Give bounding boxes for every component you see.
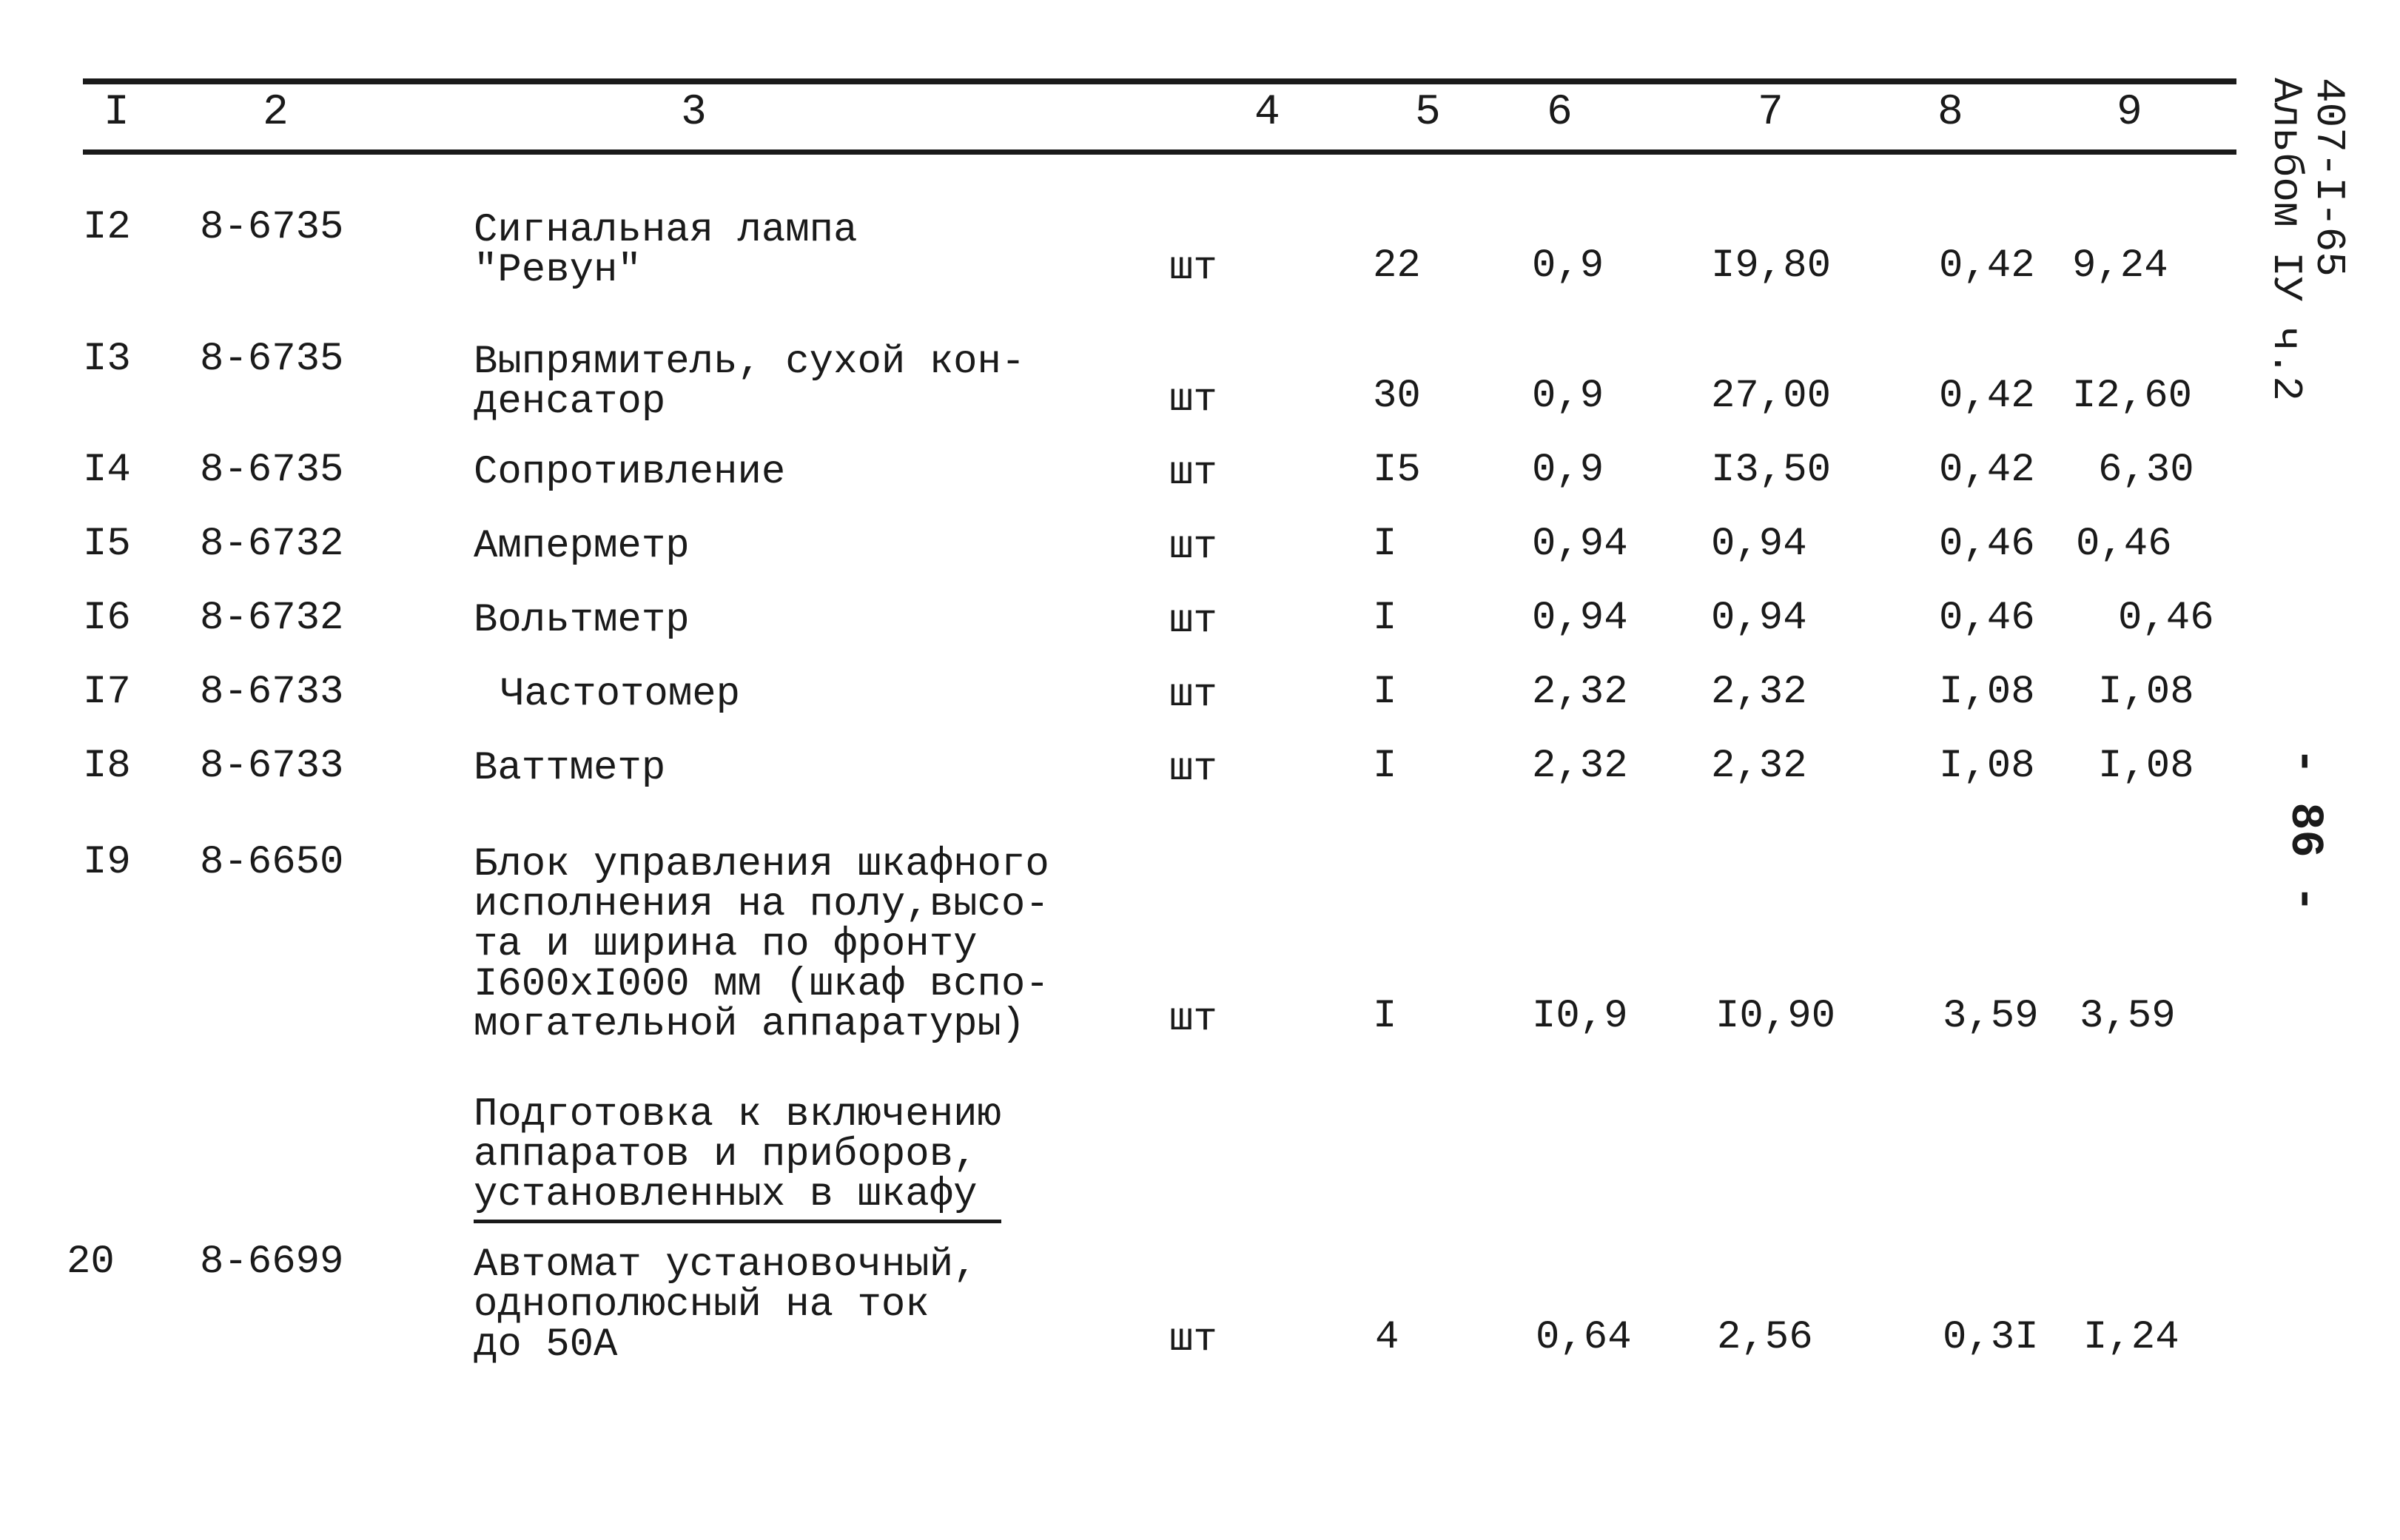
quantity: I: [1373, 670, 1397, 715]
col-9-value: I,24: [2083, 1315, 2179, 1360]
row-number: I6: [83, 596, 131, 641]
col-7-value: 2,56: [1717, 1315, 1813, 1360]
unit: шт: [1169, 673, 1217, 718]
header-col-7: 7: [1758, 89, 1784, 137]
price-code: 8-6735: [200, 337, 344, 382]
header-col-8: 8: [1937, 89, 1963, 137]
col-6-value: I0,9: [1532, 994, 1628, 1039]
unit: шт: [1169, 377, 1217, 423]
row-number: I7: [83, 670, 131, 715]
col-9-value: I2,60: [2072, 374, 2193, 419]
quantity: I: [1373, 522, 1397, 567]
header-col-5: 5: [1415, 89, 1441, 137]
col-8-value: I,08: [1939, 744, 2035, 789]
quantity: 22: [1373, 243, 1421, 289]
col-6-value: 2,32: [1532, 670, 1628, 715]
page-number: - 86 -: [2279, 747, 2331, 913]
price-code: 8-6733: [200, 744, 344, 789]
item-description: Частотомер: [500, 672, 741, 717]
price-code: 8-6735: [200, 205, 344, 250]
col-7-value: I0,90: [1715, 994, 1836, 1039]
col-7-value: 27,00: [1711, 374, 1832, 419]
col-6-value: 2,32: [1532, 744, 1628, 789]
col-7-value: I9,80: [1711, 243, 1832, 289]
item-description: Выпрямитель, сухой кон- денсатор: [474, 340, 1026, 425]
item-description: Ваттметр: [474, 746, 666, 791]
col-9-value: 0,46: [2118, 596, 2214, 641]
col-6-value: 0,9: [1532, 374, 1604, 419]
unit: шт: [1169, 525, 1217, 570]
col-7-value: 2,32: [1711, 744, 1807, 789]
table-header-rule: [83, 149, 2236, 155]
header-col-2: 2: [263, 89, 289, 137]
col-8-value: 0,46: [1939, 522, 2035, 567]
unit: шт: [1169, 997, 1217, 1042]
col-9-value: 6,30: [2098, 448, 2194, 493]
col-8-value: 0,3I: [1943, 1315, 2039, 1360]
header-col-9: 9: [2117, 89, 2142, 137]
col-8-value: 0,42: [1939, 448, 2035, 493]
col-8-value: 3,59: [1943, 994, 2039, 1039]
price-code: 8-6650: [200, 840, 344, 885]
item-description: Амперметр: [474, 524, 690, 569]
col-7-value: 0,94: [1711, 522, 1807, 567]
col-6-value: 0,64: [1536, 1315, 1632, 1360]
item-description: Сопротивление: [474, 450, 786, 495]
row-number: I9: [83, 840, 131, 885]
price-code: 8-6699: [200, 1240, 344, 1285]
header-col-4: 4: [1254, 89, 1280, 137]
unit: шт: [1169, 747, 1217, 792]
quantity: I5: [1373, 448, 1421, 493]
album-side-title: [2262, 78, 2353, 401]
section-heading: Подготовка к включению аппаратов и приборов, установленных в шкафу: [474, 1095, 1001, 1223]
col-9-value: 0,46: [2076, 522, 2172, 567]
album-code: 407-I-65: [2305, 78, 2353, 277]
unit: шт: [1169, 246, 1217, 291]
row-number: I5: [83, 522, 131, 567]
col-8-value: 0,42: [1939, 374, 2035, 419]
col-8-value: 0,46: [1939, 596, 2035, 641]
price-code: 8-6735: [200, 448, 344, 493]
col-7-value: I3,50: [1711, 448, 1832, 493]
col-8-value: 0,42: [1939, 243, 2035, 289]
col-6-value: 0,9: [1532, 243, 1604, 289]
quantity: I: [1373, 994, 1397, 1039]
header-col-3: 3: [681, 89, 707, 137]
row-number: I8: [83, 744, 131, 789]
unit: шт: [1169, 1317, 1217, 1362]
quantity: 30: [1373, 374, 1421, 419]
quantity: 4: [1375, 1315, 1399, 1360]
col-9-value: I,08: [2098, 744, 2194, 789]
col-6-value: 0,94: [1532, 522, 1628, 567]
item-description: Блок управления шкафного исполнения на полу,высо- та и ширина по фронту I600xI000 мм (шкаф вспо- могательной аппаратуры): [474, 842, 1049, 1047]
header-col-6: 6: [1547, 89, 1573, 137]
col-6-value: 0,94: [1532, 596, 1628, 641]
row-number: 20: [67, 1240, 115, 1285]
table-top-rule: [83, 78, 2236, 84]
header-col-1: I: [104, 89, 130, 137]
col-9-value: 3,59: [2080, 994, 2176, 1039]
item-description: Сигнальная лампа "Ревун": [474, 208, 858, 293]
price-code: 8-6732: [200, 522, 344, 567]
album-volume: Альбом IУ ч.2: [2262, 78, 2310, 401]
item-description: Вольтметр: [474, 598, 690, 643]
unit: шт: [1169, 599, 1217, 644]
col-7-value: 0,94: [1711, 596, 1807, 641]
col-7-value: 2,32: [1711, 670, 1807, 715]
row-number: I3: [83, 337, 131, 382]
col-8-value: I,08: [1939, 670, 2035, 715]
price-code: 8-6732: [200, 596, 344, 641]
row-number: I2: [83, 205, 131, 250]
unit: шт: [1169, 451, 1217, 496]
col-6-value: 0,9: [1532, 448, 1604, 493]
quantity: I: [1373, 744, 1397, 789]
item-description: Автомат установочный, однополюсный на ток до 50А: [474, 1243, 978, 1368]
col-9-value: I,08: [2098, 670, 2194, 715]
row-number: I4: [83, 448, 131, 493]
quantity: I: [1373, 596, 1397, 641]
col-9-value: 9,24: [2072, 243, 2168, 289]
price-code: 8-6733: [200, 670, 344, 715]
